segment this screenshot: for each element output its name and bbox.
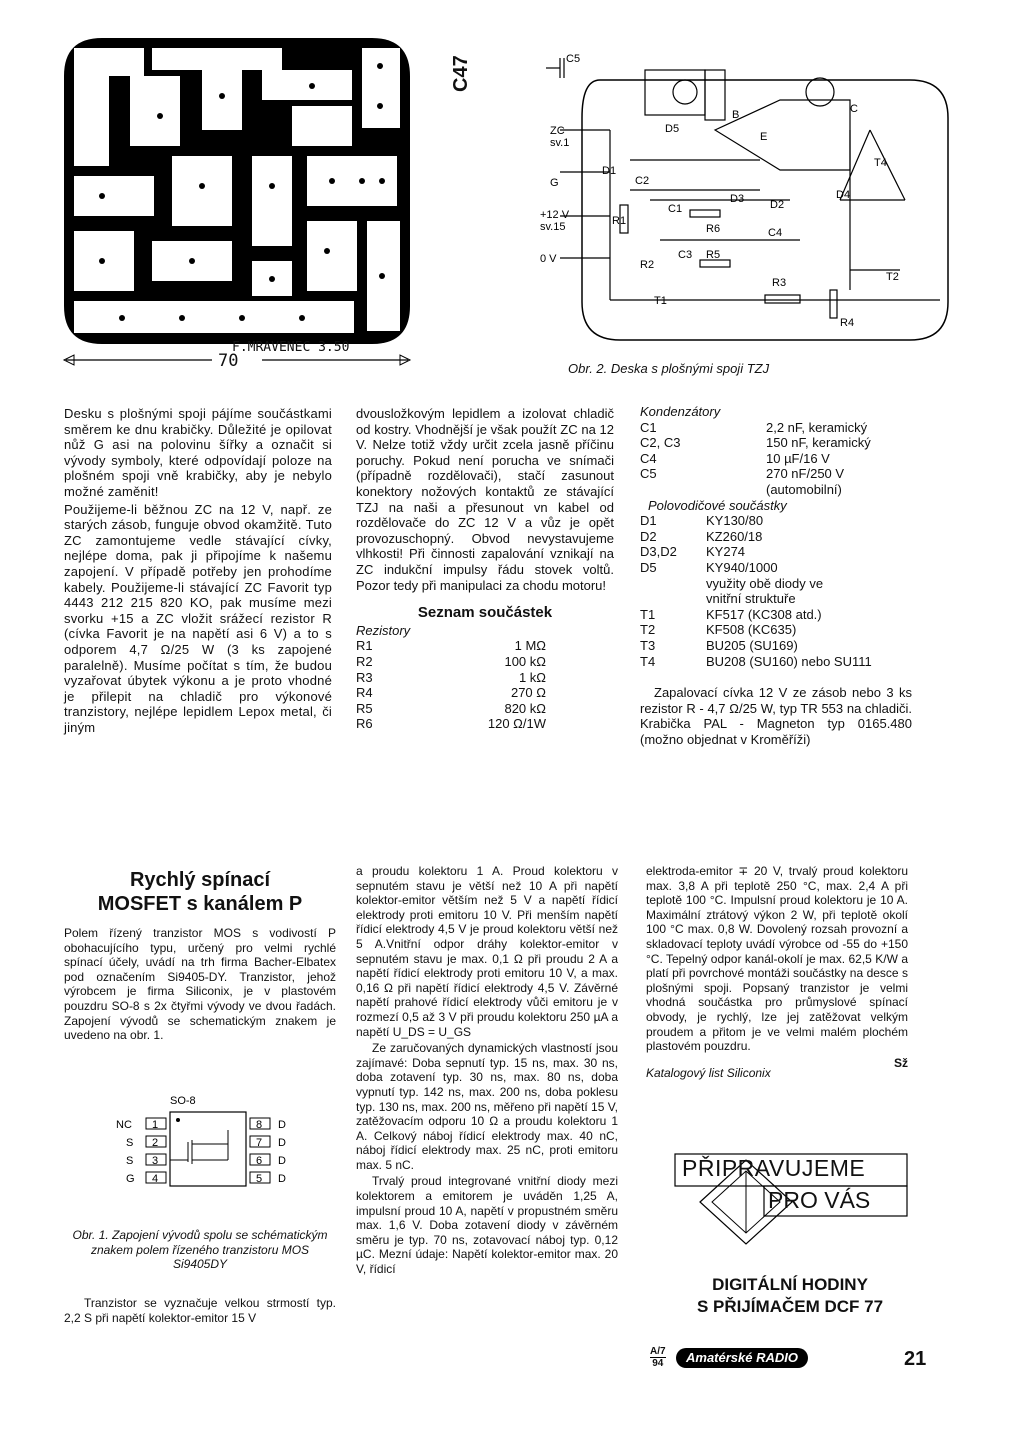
figure-1-caption: Obr. 1. Zapojení vývodů spolu se schématickým znakem polem řízeného tranzistoru MOS Si9405DY bbox=[72, 1228, 328, 1272]
paragraph: a proudu kolektoru 1 A. Proud kolektoru v sepnutém stavu je větší než 10 A při napětí kolektor-emitor větším než 5 V a napětí řídicí elektrody proti emitoru 10 V. Při menším napětí řídicí elektrody 4,5 V je proud kolektoru větší než 5 A.Vnitřní odpor dráhy kolektor-emitor v sepnutém stavu je max. 0,1 Ω při proudu 2 A a napětí řídicí elektrody proti emitoru 10 V, a max. 0,16 Ω při napětí řídicí elektrody 4,5 V. Závěrné napětí prahové řídicí elektrody vůči emitoru je v rozmezí 0,5 až 3 V při proudu kolektoru 250 µA a napětí U_DS = U_GS bbox=[356, 864, 618, 1039]
issue-year: 94 bbox=[650, 1357, 666, 1369]
mosfet-title-2: MOSFET s kanálem P bbox=[97, 893, 303, 915]
part-designator: R5 bbox=[356, 700, 373, 716]
schem-c3: C3 bbox=[678, 249, 693, 261]
pin-number: 1 bbox=[152, 1119, 159, 1131]
part-value: 1 kΩ bbox=[518, 669, 546, 685]
schem-sv1: sv.1 bbox=[550, 137, 570, 149]
pin-label: NC bbox=[116, 1119, 132, 1131]
pin-label: D bbox=[278, 1119, 286, 1131]
part-value: BU208 (SU160) nebo SU111 bbox=[706, 653, 872, 669]
parts-row bbox=[356, 716, 546, 732]
parts-row bbox=[640, 451, 912, 467]
part-designator: R1 bbox=[356, 638, 373, 654]
paragraph: Trvalý proud integrované vnitřní diody mezi kolektorem a emitorem je uváděn 1,25 A, impulsní proud 10 A, napětí v propustném směru max. 1,6 V. Doba zotavení diody v závěrném směru je typ. 70 ns, zotavovací náboj typ. 0,12 µC. Mezní údaje: Napětí kolektor-emitor max. 20 V, řídicí bbox=[356, 1174, 618, 1277]
article-column-1 bbox=[64, 406, 332, 737]
parts-row bbox=[640, 607, 912, 623]
schem-e: E bbox=[760, 131, 768, 143]
package-label: SO-8 bbox=[170, 1095, 196, 1107]
schem-d1: D1 bbox=[602, 165, 617, 177]
part-value: využity obě diody ve bbox=[706, 575, 824, 591]
parts-row bbox=[640, 435, 912, 451]
pin-number: 5 bbox=[256, 1173, 263, 1185]
pin-number: 8 bbox=[256, 1119, 263, 1131]
part-designator: D1 bbox=[640, 513, 657, 529]
issue-number bbox=[650, 1346, 666, 1369]
schem-t4: T4 bbox=[874, 157, 887, 169]
paragraph: Desku s plošnými spoji pájíme součástkami směrem ke dnu krabičky. Důležité je opilovat nůž G asi na polovinu šířky a označit si vývody symboly, které odpovídají poloze na plošném spoji vně krabičky, aby je nebylo možné zaměnit! bbox=[64, 406, 332, 499]
parts-row bbox=[640, 591, 912, 607]
part-value: 120 Ω/1W bbox=[487, 716, 546, 732]
schem-r2: R2 bbox=[640, 259, 655, 271]
capacitor-table bbox=[640, 420, 912, 498]
part-value: 150 nF, keramický bbox=[766, 435, 871, 451]
part-designator: T1 bbox=[640, 606, 656, 622]
schem-sv15: sv.15 bbox=[540, 221, 566, 233]
next-article-title-2: S PŘIJÍMAČEM DCF 77 bbox=[696, 1297, 884, 1316]
author-signature: Sž bbox=[893, 1055, 908, 1070]
parts-row bbox=[640, 466, 912, 482]
magazine-logo: Amatérské RADIO bbox=[676, 1348, 808, 1368]
pcb-layout-figure bbox=[62, 36, 412, 348]
paragraph: Použijeme-li běžnou ZC na 12 V, např. ze starých zásob, funguje obvod okamžitě. Tuto ZC zamontujeme vedle stávající cívky, nejlépe doma, pak ji připojíme k našemu zapojení. V případě potřeby jen prohodíme kabely. Použijeme-li stávající ZC Favorit typ 4443 212 215 820 KO, pak musíme mezi svorku +15 a ZC vložit srážecí rezistor R (cívka Favorit je na napětí asi 6 V) a to s odporem 4,7 Ω/25 W (3 ks zapojené paralelně). Musíme počítat s tím, že budou vyzařovat úbytek výkonu a je proto vhodné je přilepit na chladič pro výkonové tranzistory, nejlépe lepidlem Lepox metal, či jiným bbox=[64, 501, 332, 735]
part-value: 1 MΩ bbox=[514, 638, 546, 654]
mosfet-article-continued bbox=[356, 864, 618, 1279]
paragraph: Zapalovací cívka 12 V ze zásob nebo 3 ks rezistor R - 4,7 Ω/25 W, typ TR 553 na chladiči. Krabička PAL - Magneton typ 0165.480 (možno objednat v Kroměříži) bbox=[640, 685, 912, 747]
pin-number: 2 bbox=[152, 1137, 159, 1149]
schem-t2: T2 bbox=[886, 271, 899, 283]
part-value: KY130/80 bbox=[706, 513, 764, 529]
part-value: 820 kΩ bbox=[504, 700, 546, 716]
part-value: 10 µF/16 V bbox=[766, 450, 830, 466]
semiconductors-heading: Polovodičové součástky bbox=[648, 497, 787, 513]
board-label: C47 bbox=[450, 55, 472, 92]
dimension-value: 70 bbox=[218, 351, 239, 371]
pin-label: S bbox=[126, 1137, 134, 1149]
part-designator: C1 bbox=[640, 419, 657, 435]
parts-row bbox=[356, 670, 546, 686]
parts-row bbox=[640, 513, 912, 529]
schematic-figure bbox=[520, 40, 952, 346]
part-designator: D5 bbox=[640, 559, 657, 575]
part-value: 270 nF/250 V bbox=[766, 466, 845, 482]
paragraph: elektroda-emitor ∓ 20 V, trvalý proud kolektoru max. 3,8 A při teplotě 250 °C, max. 2,4 A při teplotě 100 °C. Impulsní proud kolektoru je 10 A. Maximální ztrátový výkon 2 W, při teplotě okolí 100 °C max. 0,8 W. Dovolený rozsah provozní a skladovací teploty uvádí výrobce od -55 do +150 °C. Tepelný odpor kanál-okolí je max. 62,5 K/W a platí při povrchové montáži součástky na desce s plošnými spoji. Popsaný tranzistor je velmi vhodná součástka pro průmyslové spínací obvody, je rychlý, lze jej zatěžovat velkým proudem a přitom je ve velmi malém plochém plastovém pouzdru. bbox=[646, 864, 908, 1054]
schem-c1: C1 bbox=[668, 203, 683, 215]
resistor-table bbox=[356, 638, 546, 732]
part-designator: T2 bbox=[640, 622, 656, 638]
article-column-3 bbox=[640, 404, 912, 749]
part-value: 270 Ω bbox=[510, 685, 546, 701]
pin-number: 4 bbox=[152, 1173, 159, 1185]
schem-d2: D2 bbox=[770, 199, 785, 211]
pin-number: 6 bbox=[256, 1155, 263, 1167]
part-designator bbox=[640, 591, 706, 607]
issue-month: A/7 bbox=[650, 1346, 666, 1357]
schem-d4: D4 bbox=[836, 189, 851, 201]
part-designator: D3,D2 bbox=[640, 544, 677, 560]
schem-r3: R3 bbox=[772, 277, 787, 289]
parts-row bbox=[356, 654, 546, 670]
schem-t1: T1 bbox=[654, 295, 667, 307]
mosfet-article-end bbox=[646, 864, 908, 1081]
announce-line-2: PRO VÁS bbox=[768, 1187, 871, 1213]
pcb-code-label: F.MRAVENEC 3.50 bbox=[232, 340, 350, 355]
part-value: 2,2 nF, keramický bbox=[766, 419, 868, 435]
parts-list-heading: Seznam součástek bbox=[417, 604, 553, 622]
pin-label: D bbox=[278, 1137, 286, 1149]
schem-g: G bbox=[550, 177, 559, 189]
part-designator: R4 bbox=[356, 685, 373, 701]
parts-row bbox=[640, 420, 912, 436]
schem-c5: C5 bbox=[566, 53, 581, 65]
page-number: 21 bbox=[904, 1348, 927, 1370]
parts-row bbox=[356, 638, 546, 654]
schem-r4: R4 bbox=[840, 317, 855, 329]
article-column-2 bbox=[356, 406, 614, 732]
part-value: BU205 (SU169) bbox=[706, 637, 798, 653]
parts-row bbox=[640, 529, 912, 545]
part-designator bbox=[640, 576, 706, 592]
part-designator: D2 bbox=[640, 528, 657, 544]
part-designator bbox=[640, 482, 766, 498]
schem-d5: D5 bbox=[665, 123, 680, 135]
pin-label: S bbox=[126, 1155, 134, 1167]
parts-row bbox=[640, 638, 912, 654]
part-designator: R3 bbox=[356, 669, 373, 685]
part-value: KZ260/18 bbox=[706, 528, 763, 544]
schem-c4: C4 bbox=[768, 227, 783, 239]
parts-row bbox=[640, 654, 912, 670]
parts-row bbox=[640, 544, 912, 560]
pin-label: D bbox=[278, 1155, 286, 1167]
resistors-heading: Rezistory bbox=[356, 622, 411, 638]
parts-row bbox=[640, 482, 912, 498]
paragraph: dvousložkovým lepidlem a izolovat chladič od kostry. Vhodnější je však použít ZC na 12 V. Nelze totiž vždy určit zcela jasně příčinu poruchy. Pokud není porucha ve snímači (případně rozdělovači), stačí zasunout konektory nožových kontaktů ze stávající TZJ na naši a přesunout vn kabel od rozdělovače do ZC 12 V a vůz je opět provozuschopný. Obvod nevystavujeme vlhkosti! Při činnosti zapalování vznikají na ZC indukční impulsy řádu stovek voltů. Pozor tedy při manipulaci za chodu motoru! bbox=[356, 406, 614, 593]
parts-row bbox=[640, 622, 912, 638]
pin-label: D bbox=[278, 1173, 286, 1185]
so8-pinout-figure bbox=[108, 1090, 308, 1190]
schem-zero: 0 V bbox=[540, 253, 557, 265]
part-designator: R6 bbox=[356, 716, 373, 732]
schem-r1: R1 bbox=[612, 215, 627, 227]
parts-row bbox=[640, 576, 912, 592]
pin-number: 3 bbox=[152, 1155, 159, 1167]
part-value: vnitřní struktuře bbox=[706, 591, 796, 607]
part-value: KY274 bbox=[706, 544, 746, 560]
schem-r6: R6 bbox=[706, 223, 721, 235]
source-note: Katalogový list Siliconix bbox=[646, 1066, 771, 1081]
schem-r5: R5 bbox=[706, 249, 721, 261]
part-designator: C5 bbox=[640, 466, 657, 482]
part-designator: C2, C3 bbox=[640, 435, 681, 451]
schem-d3: D3 bbox=[730, 193, 745, 205]
paragraph: Ze zaručovaných dynamických vlastností jsou zajímavé: Doba sepnutí typ. 15 ns, max. 30 ns, doba zotavení typ. 30 ns, max. 80 ns, doba vypnutí typ. 142 ns, max. 200 ns, doba poklesu typ. 130 ns, max. 200 ns, měřeno při napětí 15 V, zatěžovacím odporu 10 Ω a proudu kolektoru 1 A. Celkový náboj řídicí elektrody max. 40 nC, náboj řídicí elektrody max. 25 nC, proti emitoru max. 5 nC. bbox=[356, 1041, 618, 1172]
pin-number: 7 bbox=[256, 1137, 263, 1149]
part-value: KF517 (KC308 atd.) bbox=[706, 606, 822, 622]
schem-c2: C2 bbox=[635, 175, 650, 187]
mosfet-title-1: Rychlý spínací bbox=[129, 869, 271, 891]
paragraph: Tranzistor se vyznačuje velkou strmostí typ. 2,2 S při napětí kolektor-emitor 15 V bbox=[64, 1296, 336, 1325]
mosfet-article bbox=[64, 868, 336, 1045]
part-designator: T3 bbox=[640, 637, 656, 653]
pin-label: G bbox=[126, 1173, 135, 1185]
part-value: (automobilní) bbox=[766, 481, 842, 497]
schematic-caption: Obr. 2. Deska s plošnými spoji TZJ bbox=[568, 361, 770, 376]
part-designator: R2 bbox=[356, 653, 373, 669]
next-article-title-1: DIGITÁLNÍ HODINY bbox=[712, 1275, 868, 1294]
part-value: KF508 (KC635) bbox=[706, 622, 797, 638]
part-designator: T4 bbox=[640, 653, 656, 669]
schem-plus12: +12 V bbox=[540, 209, 570, 221]
schem-zc: ZC bbox=[550, 125, 565, 137]
capacitors-heading: Kondenzátory bbox=[640, 404, 721, 419]
parts-row bbox=[356, 701, 546, 717]
semiconductor-table bbox=[640, 513, 912, 669]
part-value: KY940/1000 bbox=[706, 559, 778, 575]
announce-line-1: PŘIPRAVUJEME bbox=[682, 1155, 866, 1181]
part-value: 100 kΩ bbox=[504, 653, 546, 669]
schem-b: B bbox=[732, 109, 740, 121]
paragraph: Polem řízený tranzistor MOS s vodivostí P obohacujícího typu, určený pro velmi rychlé spínací účely, uvádí na trh firma Bacher-Elbatex pod označením Si9405-DY. Tranzistor, jehož výrobcem je firma Siliconix, je v plastovém pouzdru SO-8 s 2x čtyřmi vývody ve dvou řadách. Zapojení vývodů se schematickým znakem je uvedeno na obr. 1. bbox=[64, 926, 336, 1043]
parts-row bbox=[356, 685, 546, 701]
part-designator: C4 bbox=[640, 450, 657, 466]
schem-c: C bbox=[850, 103, 858, 115]
parts-row bbox=[640, 560, 912, 576]
